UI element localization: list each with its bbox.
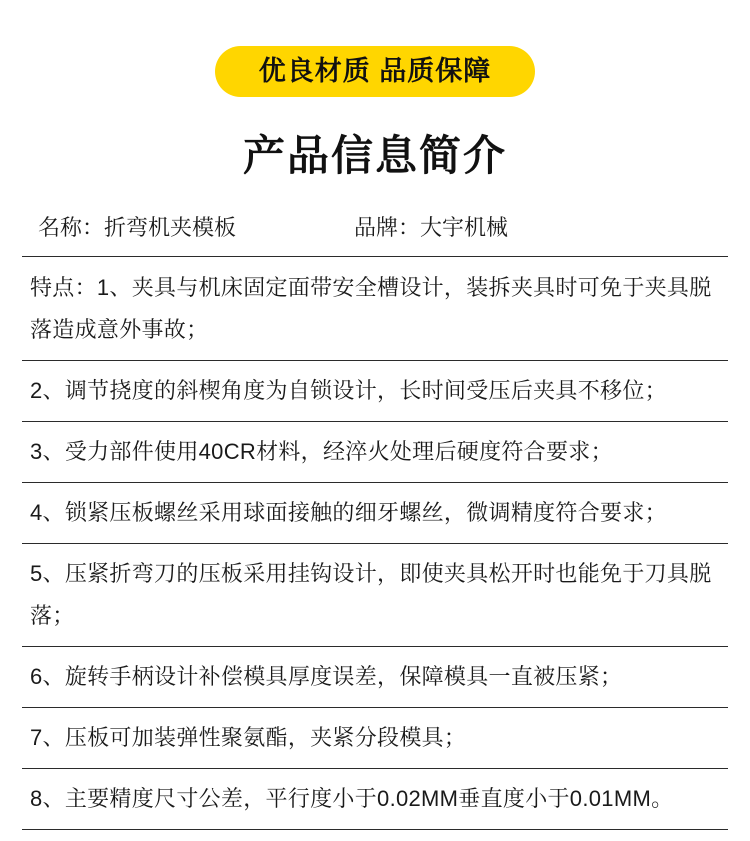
product-brand: 品牌：大宇机械 (354, 215, 509, 240)
list-item: 5、压紧折弯刀的压板采用挂钩设计，即使夹具松开时也能免于刀具脱落； (22, 544, 728, 647)
product-name: 名称：折弯机夹模板 (38, 215, 237, 240)
page-title: 产品信息简介 (242, 132, 507, 179)
list-item: 4、锁紧压板螺丝采用球面接触的细牙螺丝，微调精度符合要求； (22, 483, 728, 544)
list-item: 3、受力部件使用40CR材料，经淬火处理后硬度符合要求； (22, 422, 728, 483)
feature-list (22, 256, 728, 830)
list-item: 8、主要精度尺寸公差，平行度小于0.02MM垂直度小于0.01MM。 (22, 769, 728, 830)
list-item: 6、旋转手柄设计补偿模具厚度误差，保障模具一直被压紧； (22, 647, 728, 708)
list-item: 2、调节挠度的斜楔角度为自锁设计，长时间受压后夹具不移位； (22, 361, 728, 422)
quality-badge: 优良材质 品质保障 (215, 46, 536, 97)
list-item: 特点：1、夹具与机床固定面带安全槽设计，装拆夹具时可免于夹具脱落造成意外事故； (22, 257, 728, 361)
badge-row (22, 0, 728, 97)
list-item: 7、压板可加装弹性聚氨酯，夹紧分段模具； (22, 708, 728, 769)
product-meta (22, 205, 728, 256)
